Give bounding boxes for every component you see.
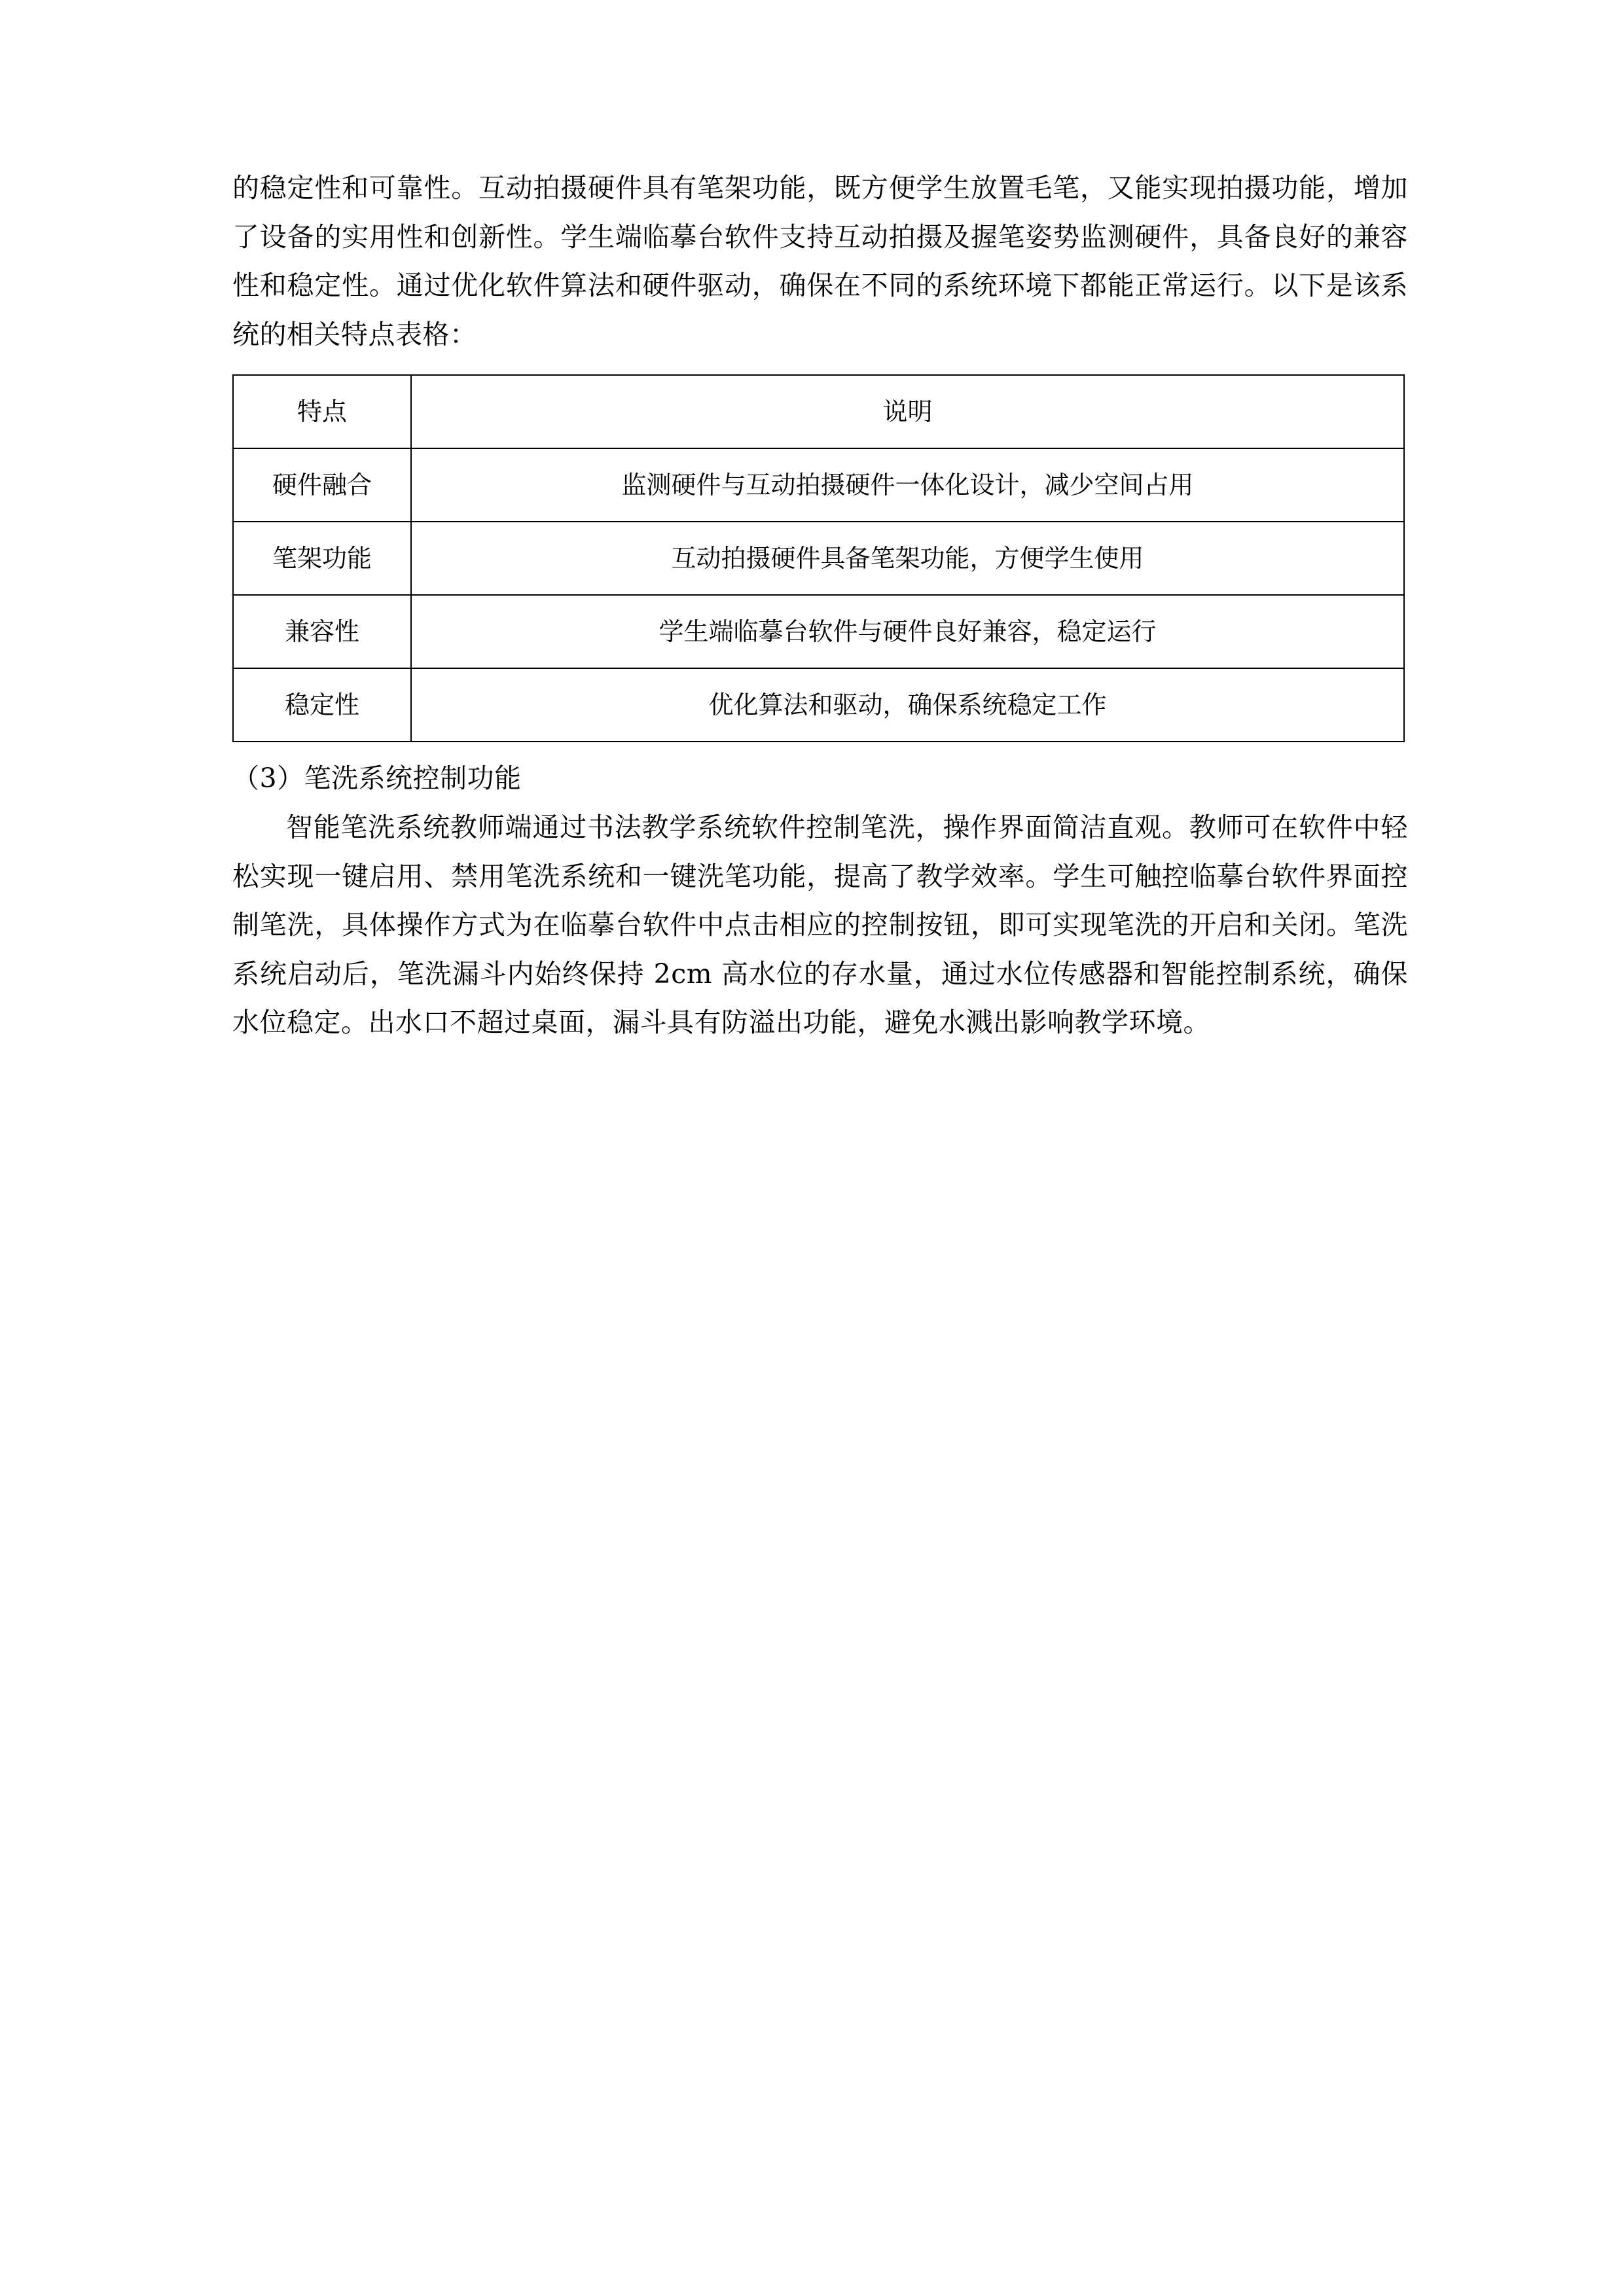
table-cell-description: 互动拍摄硬件具备笔架功能，方便学生使用 xyxy=(411,522,1404,595)
table-cell-feature: 硬件融合 xyxy=(233,448,411,522)
table-cell-description: 学生端临摹台软件与硬件良好兼容，稳定运行 xyxy=(411,595,1404,668)
table-cell-description: 优化算法和驱动，确保系统稳定工作 xyxy=(411,668,1404,742)
paragraph-body: 智能笔洗系统教师端通过书法教学系统软件控制笔洗，操作界面简洁直观。教师可在软件中轻松实现一键启用、禁用笔洗系统和一键洗笔功能，提高了教学效率。学生可触控临摹台软件界面控制笔洗，具体操作方式为在临摹台软件中点击相应的控制按钮，即可实现笔洗的开启和关闭。笔洗系统启动后，笔洗漏斗内始终保持 2cm 高水位的存水量，通过水位传感器和智能控制系统，确保水位稳定。出水口不超过桌面，漏斗具有防溢出功能，避免水溅出影响教学环境。 xyxy=(232,812,1408,1039)
section-heading: （3）笔洗系统控制功能 xyxy=(232,762,522,795)
table-header-row xyxy=(233,375,1404,448)
table-header-cell-description: 说明 xyxy=(411,375,1404,448)
table-row xyxy=(233,522,1404,595)
table-cell-feature: 兼容性 xyxy=(233,595,411,668)
table-row xyxy=(233,668,1404,742)
table-header-cell-feature: 特点 xyxy=(233,375,411,448)
table-cell-description: 监测硬件与互动拍摄硬件一体化设计，减少空间占用 xyxy=(411,448,1404,522)
table-cell-feature: 笔架功能 xyxy=(233,522,411,595)
table-row xyxy=(233,595,1404,668)
paragraph-intro: 的稳定性和可靠性。互动拍摄硬件具有笔架功能，既方便学生放置毛笔，又能实现拍摄功能，增加了设备的实用性和创新性。学生端临摹台软件支持互动拍摄及握笔姿势监测硬件，具备良好的兼容性和稳定性。通过优化软件算法和硬件驱动，确保在不同的系统环境下都能正常运行。以下是该系统的相关特点表格： xyxy=(232,172,1408,350)
feature-table xyxy=(232,374,1405,742)
table-row xyxy=(233,448,1404,522)
table-cell-feature: 稳定性 xyxy=(233,668,411,742)
